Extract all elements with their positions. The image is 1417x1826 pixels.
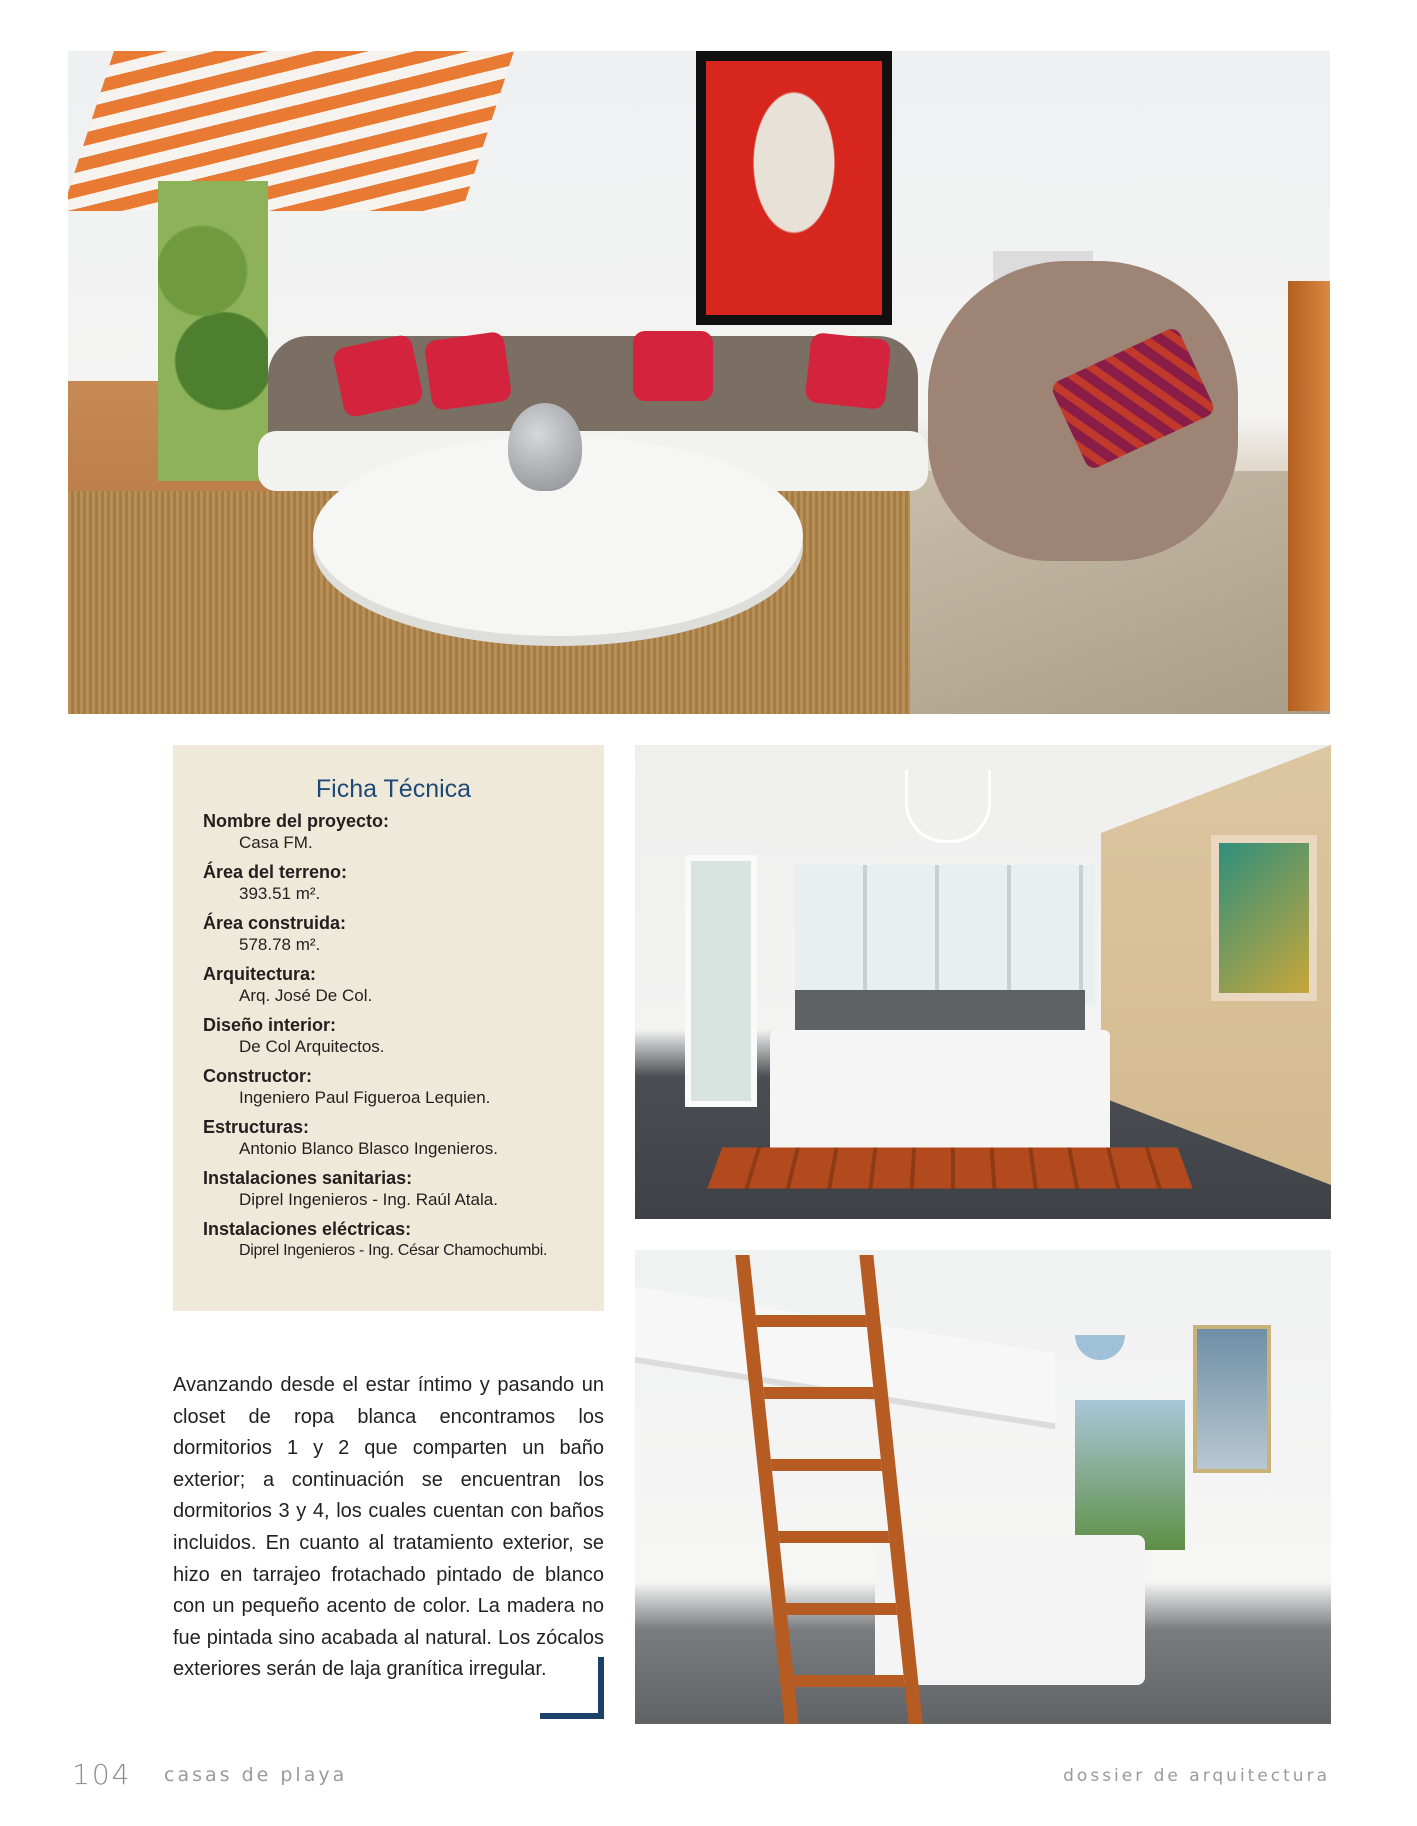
ficha-value: 393.51 m². bbox=[239, 884, 321, 903]
master-bedroom-photo bbox=[635, 745, 1331, 1219]
ficha-item bbox=[203, 1116, 584, 1160]
wall-painting bbox=[1193, 1325, 1271, 1473]
ficha-label: Área construida: bbox=[203, 913, 347, 933]
bed bbox=[770, 1030, 1110, 1165]
ficha-item bbox=[203, 861, 584, 905]
ficha-value: Antonio Blanco Blasco Ingenieros. bbox=[239, 1139, 498, 1158]
ficha-value: Diprel Ingenieros - Ing. Raúl Atala. bbox=[239, 1190, 498, 1209]
ficha-tecnica-box bbox=[173, 745, 604, 1311]
ficha-label: Diseño interior: bbox=[203, 1015, 337, 1035]
chandelier bbox=[905, 770, 991, 843]
ficha-item bbox=[203, 1065, 584, 1109]
ficha-value: Arq. José De Col. bbox=[239, 986, 373, 1005]
ficha-title: Ficha Técnica bbox=[315, 775, 472, 803]
ceiling-lamp bbox=[1075, 1335, 1125, 1360]
ficha-item bbox=[203, 810, 584, 854]
ficha-item bbox=[203, 963, 584, 1007]
ficha-item bbox=[203, 1167, 584, 1211]
ficha-label: Nombre del proyecto: bbox=[203, 811, 390, 831]
ficha-value: 578.78 m². bbox=[239, 935, 321, 954]
ficha-value: Ingeniero Paul Figueroa Lequien. bbox=[239, 1088, 491, 1107]
end-mark bbox=[540, 1657, 604, 1719]
ficha-item bbox=[203, 1014, 584, 1058]
ficha-label: Instalaciones sanitarias: bbox=[203, 1168, 413, 1188]
bunk-bedroom-photo bbox=[635, 1250, 1331, 1724]
living-room-photo bbox=[68, 51, 1330, 714]
ficha-label: Área del terreno: bbox=[203, 862, 348, 882]
wooden-ladder bbox=[735, 1255, 922, 1724]
ficha-label: Instalaciones eléctricas: bbox=[203, 1219, 412, 1239]
section-name: dossier de arquitectura bbox=[1063, 1766, 1330, 1786]
ficha-label: Estructuras: bbox=[203, 1117, 310, 1137]
wall-painting bbox=[1211, 835, 1317, 1001]
ficha-item bbox=[203, 912, 584, 956]
wall-painting bbox=[696, 51, 892, 325]
ficha-label: Constructor: bbox=[203, 1066, 312, 1086]
ficha-value: De Col Arquitectos. bbox=[239, 1037, 385, 1056]
ficha-item bbox=[203, 1218, 584, 1262]
ficha-value: Diprel Ingenieros - Ing. César Chamochumbi. bbox=[239, 1242, 548, 1259]
ficha-value: Casa FM. bbox=[239, 833, 313, 852]
body-paragraph: Avanzando desde el estar íntimo y pasando un closet de ropa blanca encontramos los dormitorios 1 y 2 que comparten un baño exterior; a continuación se encuentran los dormitorios 3 y 4, los cuales cuentan con baños incluidos. En cuanto al tratamiento exterior, se hizo en tarrajeo frotachado pintado de blanco con un pequeño acento de color. La madera no fue pintada sino acabada al natural. Los zócalos exteriores serán de laja granítica irregular. bbox=[173, 1374, 604, 1681]
ficha-label: Arquitectura: bbox=[203, 964, 317, 984]
magazine-name: casas de playa bbox=[164, 1764, 348, 1786]
page-number: 104 bbox=[72, 1758, 132, 1791]
